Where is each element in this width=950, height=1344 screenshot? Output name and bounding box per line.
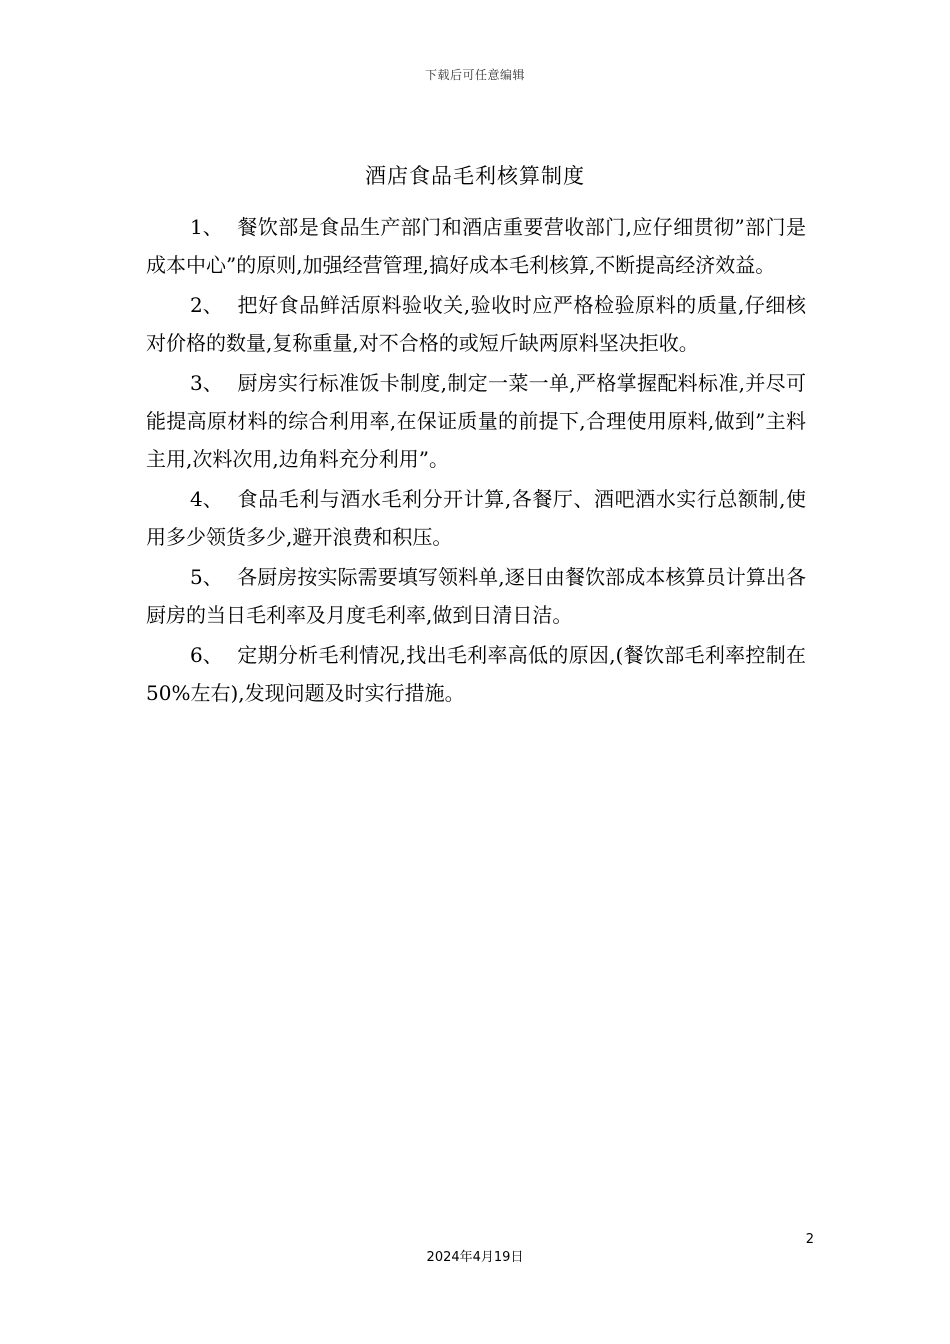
paragraph-text: 把好食品鲜活原料验收关,验收时应严格检验原料的质量,仔细核对价格的数量,复称重量,对不合格的或短斤缺两原料坚决拒收。: [146, 293, 806, 355]
paragraph-number: 3、: [190, 371, 223, 395]
document-body: [146, 208, 806, 714]
header-note: 下载后可任意编辑: [424, 68, 525, 82]
paragraph-text: 各厨房按实际需要填写领料单,逐日由餐饮部成本核算员计算出各厨房的当日毛利率及月度毛利率,做到日清日洁。: [146, 565, 806, 627]
paragraph-text: 定期分析毛利情况,找出毛利率高低的原因,(餐饮部毛利率控制在50%左右),发现问题及时实行措施。: [146, 643, 806, 705]
paragraph-3: [146, 364, 806, 478]
paragraph-number: 5、: [190, 565, 223, 589]
paragraph-text: 餐饮部是食品生产部门和酒店重要营收部门,应仔细贯彻”部门是成本中心”的原则,加强经营管理,搞好成本毛利核算,不断提高经济效益。: [146, 215, 806, 277]
paragraph-number: 1、: [190, 215, 223, 239]
paragraph-4: [146, 480, 806, 556]
paragraph-number: 4、: [190, 487, 223, 511]
paragraph-number: 6、: [190, 643, 223, 667]
paragraph-text: 食品毛利与酒水毛利分开计算,各餐厅、酒吧酒水实行总额制,使用多少领货多少,避开浪费和积压。: [146, 487, 806, 549]
footer-date: 2024年4月19日: [426, 1250, 524, 1265]
paragraph-1: [146, 208, 806, 284]
paragraph-2: [146, 286, 806, 362]
document-title: 酒店食品毛利核算制度: [365, 164, 585, 188]
paragraph-6: [146, 636, 806, 712]
page-number: 2: [805, 1232, 814, 1247]
paragraph-text: 厨房实行标准饭卡制度,制定一菜一单,严格掌握配料标准,并尽可能提高原材料的综合利用率,在保证质量的前提下,合理使用原料,做到”主料主用,次料次用,边角料充分利用”。: [146, 371, 806, 471]
paragraph-5: [146, 558, 806, 634]
paragraph-number: 2、: [190, 293, 223, 317]
